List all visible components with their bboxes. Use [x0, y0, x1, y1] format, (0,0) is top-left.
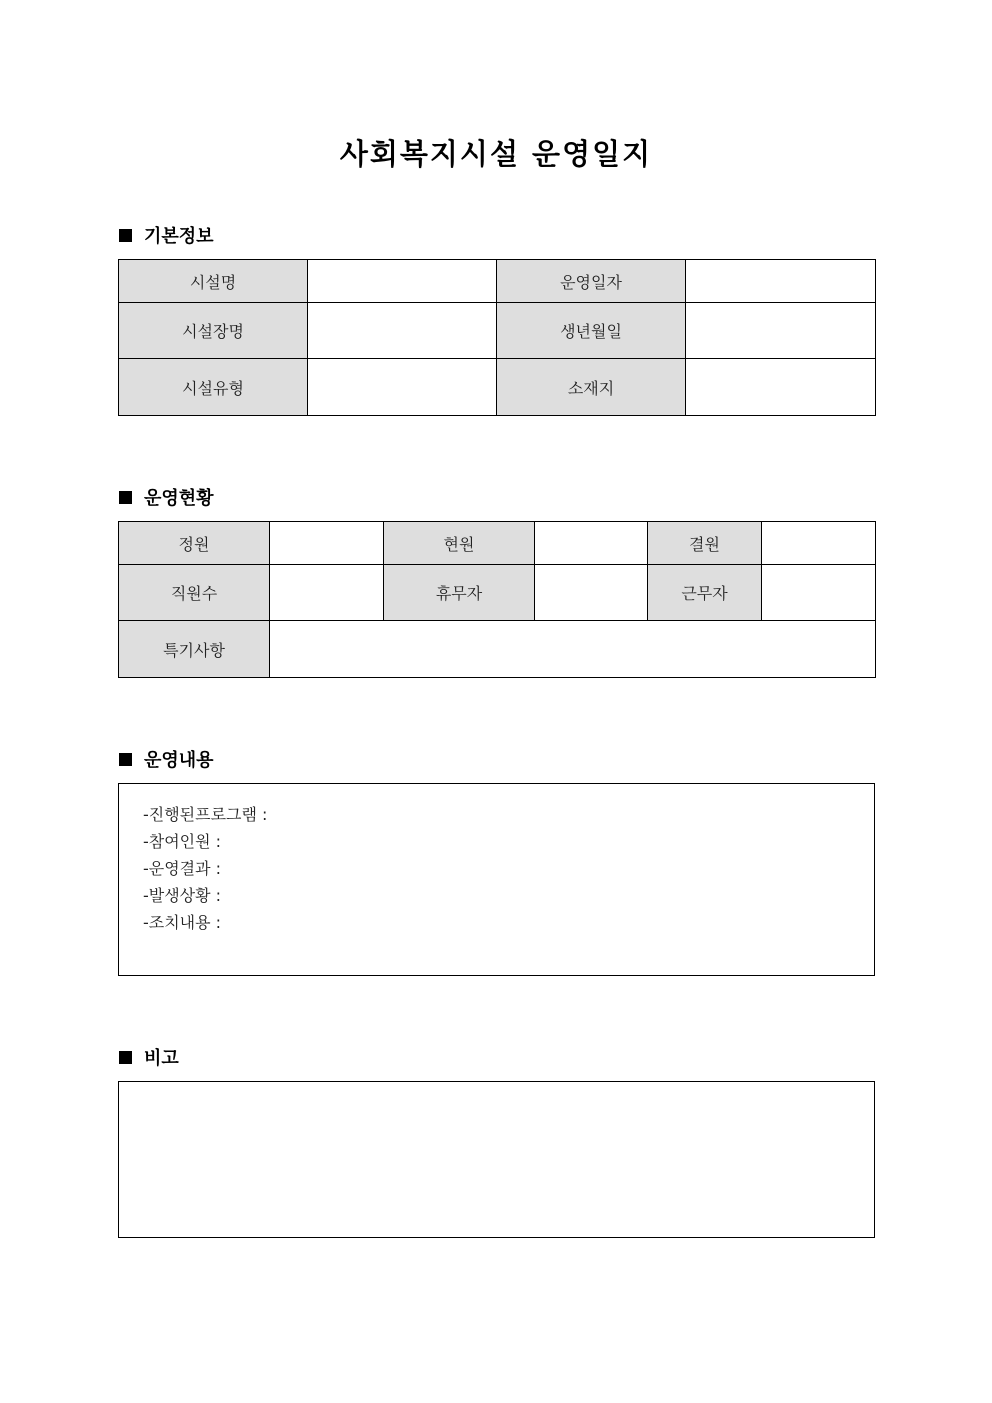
label-facility-name: 시설명 — [119, 260, 308, 303]
section-heading-remarks — [119, 1044, 179, 1070]
operation-content-box[interactable] — [118, 783, 875, 976]
content-line-incident: -발생상황 : — [143, 886, 222, 905]
content-line-action: -조치내용 : — [143, 913, 222, 932]
content-line-program: -진행된프로그램 : — [143, 805, 268, 824]
table-row — [119, 303, 876, 359]
square-bullet-icon — [119, 229, 132, 242]
birth-date-field[interactable] — [686, 303, 876, 359]
table-row — [119, 565, 876, 621]
label-special-notes: 특기사항 — [119, 621, 270, 678]
location-field[interactable] — [686, 359, 876, 416]
label-location: 소재지 — [497, 359, 686, 416]
label-on-duty: 근무자 — [648, 565, 762, 621]
on-duty-field[interactable] — [762, 565, 876, 621]
label-birth-date: 생년월일 — [497, 303, 686, 359]
content-line-participants: -참여인원 : — [143, 832, 222, 851]
facility-name-field[interactable] — [308, 260, 497, 303]
capacity-field[interactable] — [270, 522, 384, 565]
square-bullet-icon — [119, 1051, 132, 1064]
staff-count-field[interactable] — [270, 565, 384, 621]
label-vacancy: 결원 — [648, 522, 762, 565]
label-off-duty: 휴무자 — [384, 565, 535, 621]
special-notes-field[interactable] — [270, 621, 876, 678]
label-facility-type: 시설유형 — [119, 359, 308, 416]
operation-status-table — [118, 521, 876, 678]
operation-date-field[interactable] — [686, 260, 876, 303]
table-row — [119, 359, 876, 416]
label-staff-count: 직원수 — [119, 565, 270, 621]
label-capacity: 정원 — [119, 522, 270, 565]
section-heading-basic — [119, 222, 214, 248]
square-bullet-icon — [119, 491, 132, 504]
square-bullet-icon — [119, 753, 132, 766]
basic-info-table — [118, 259, 876, 416]
section-heading-label: 운영현황 — [144, 488, 214, 509]
section-heading-label: 운영내용 — [144, 750, 214, 771]
label-director-name: 시설장명 — [119, 303, 308, 359]
label-current: 현원 — [384, 522, 535, 565]
current-field[interactable] — [535, 522, 648, 565]
director-name-field[interactable] — [308, 303, 497, 359]
section-heading-label: 기본정보 — [144, 226, 214, 247]
table-row — [119, 522, 876, 565]
section-heading-content — [119, 746, 214, 772]
page-title: 사회복지시설 운영일지 — [339, 137, 653, 171]
section-heading-status — [119, 484, 214, 510]
vacancy-field[interactable] — [762, 522, 876, 565]
content-line-result: -운영결과 : — [143, 859, 222, 878]
off-duty-field[interactable] — [535, 565, 648, 621]
facility-type-field[interactable] — [308, 359, 497, 416]
table-row — [119, 260, 876, 303]
label-operation-date: 운영일자 — [497, 260, 686, 303]
table-row — [119, 621, 876, 678]
remarks-box[interactable] — [118, 1081, 875, 1238]
section-heading-label: 비고 — [144, 1048, 179, 1069]
